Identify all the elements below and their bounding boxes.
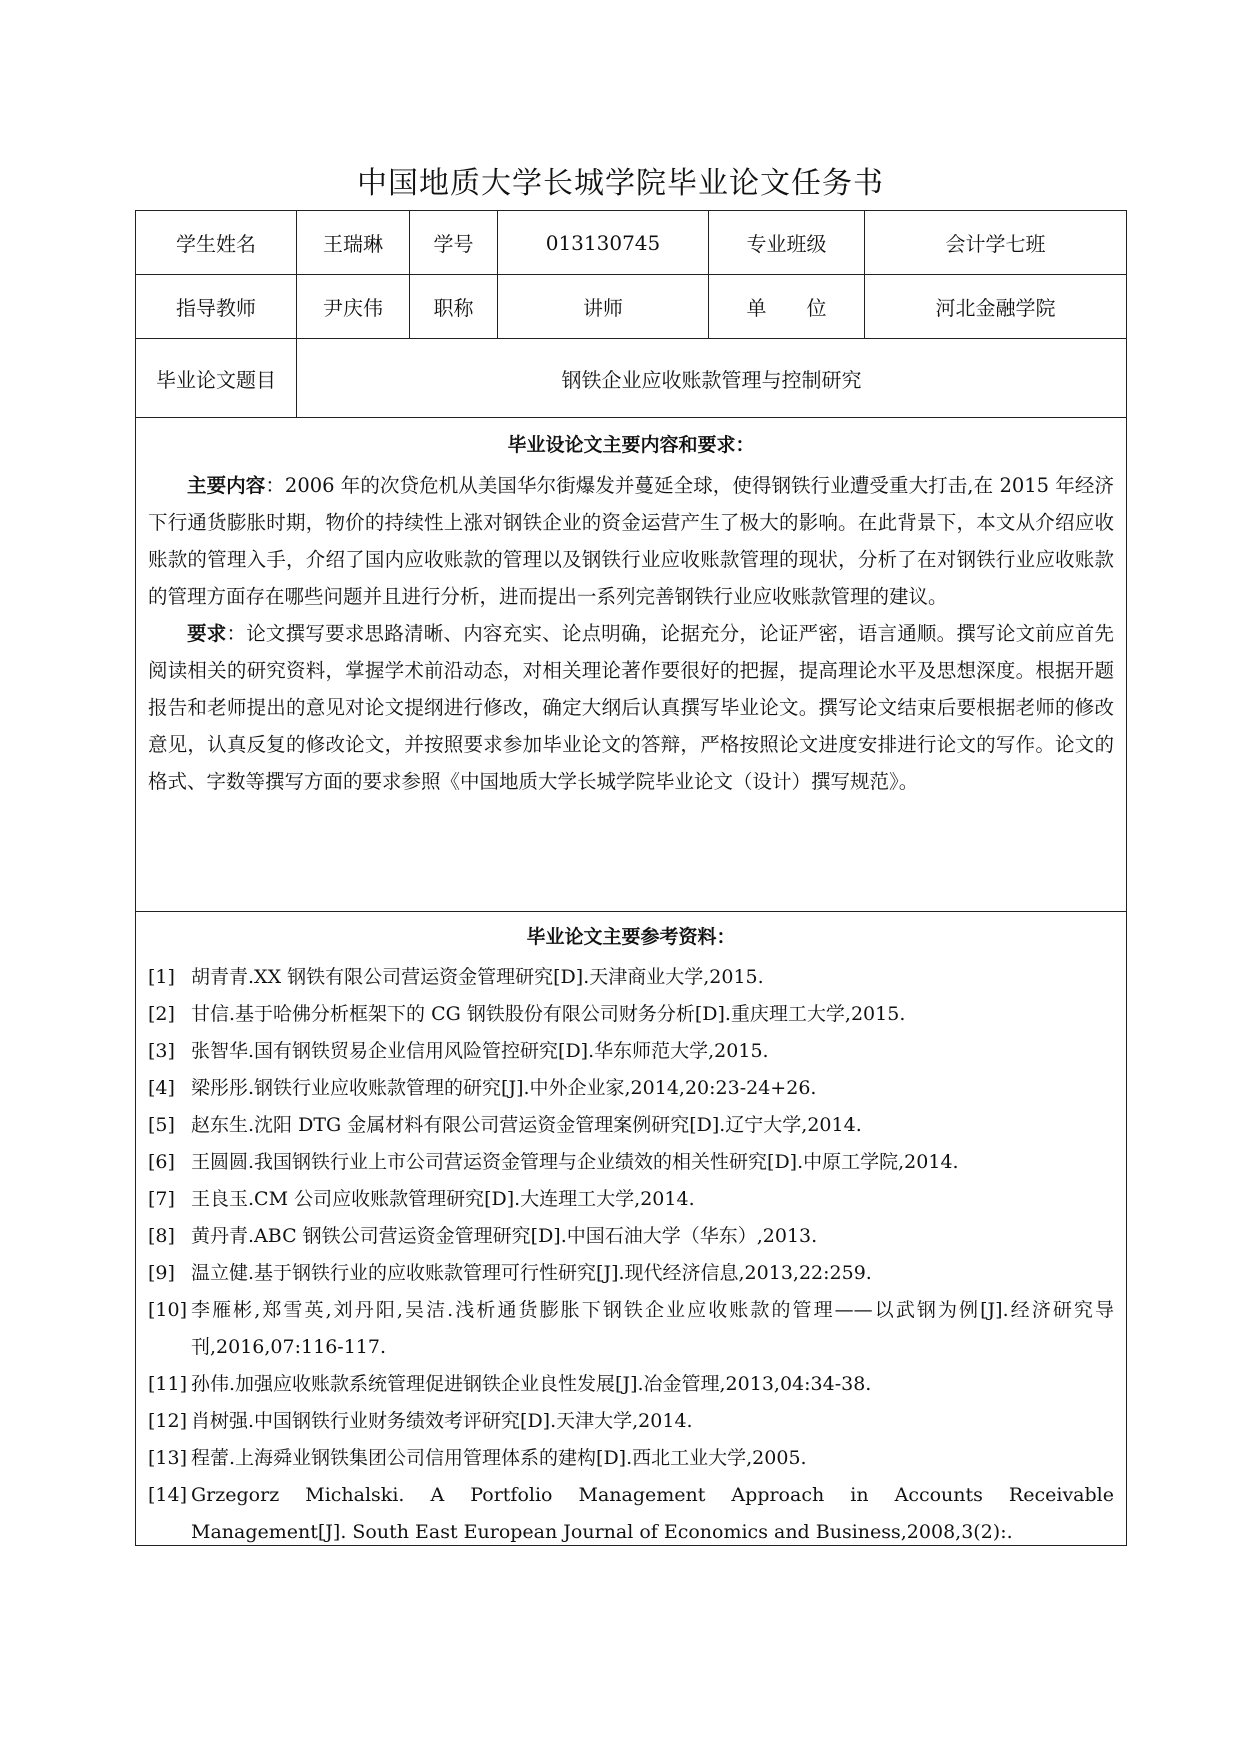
- student-name-label: 学生姓名: [136, 211, 297, 275]
- rank-label: 职称: [410, 275, 498, 339]
- reference-number: [1]: [148, 966, 175, 988]
- reference-text: 黄丹青.ABC 钢铁公司营运资金管理研究[D].中国石油大学（华东）,2013.: [191, 1225, 818, 1247]
- references-list: [148, 959, 1114, 1551]
- advisor-value: 尹庆伟: [297, 275, 410, 339]
- topic-row: [136, 339, 1127, 418]
- reference-item: [148, 1403, 1114, 1440]
- advisor-info-row: [136, 275, 1127, 339]
- reference-number: [5]: [148, 1114, 175, 1136]
- reference-number: [11]: [148, 1373, 188, 1395]
- document-title: 中国地质大学长城学院毕业论文任务书: [357, 166, 884, 201]
- content-heading: 毕业设论文主要内容和要求：: [507, 434, 755, 456]
- student-info-row: [136, 211, 1127, 275]
- reference-item: [148, 1144, 1114, 1181]
- reference-item: [148, 1366, 1114, 1403]
- student-name-value: 王瑞琳: [297, 211, 410, 275]
- main-content-paragraph: [148, 467, 1114, 615]
- reference-item: [148, 1255, 1114, 1292]
- references-row: [136, 912, 1127, 1546]
- reference-number: [6]: [148, 1151, 175, 1173]
- reference-number: [12]: [148, 1410, 188, 1432]
- main-content-text: ：2006 年的次贷危机从美国华尔街爆发并蔓延全球，使得钢铁行业遭受重大打击,在 2015 年经济下行通货膨胀时期，物价的持续性上涨对钢铁企业的资金运营产生了极大的影响。在此背景下，本文从介绍应收账款的管理入手，介绍了国内应收账款的管理以及钢铁行业应收账款管理的现状，分析了在对钢铁行业应收账款的管理方面存在哪些问题并且进行分析，进而提出一系列完善钢铁行业应收账款管理的建议。: [148, 474, 1114, 608]
- reference-item: [148, 1181, 1114, 1218]
- reference-number: [2]: [148, 1003, 175, 1025]
- reference-number: [14]: [148, 1484, 188, 1506]
- major-class-label: 专业班级: [709, 211, 865, 275]
- reference-text: Grzegorz Michalski. A Portfolio Management Approach in Accounts Receivable Management[J]. South East European Journal of Economics and Business,2008,3(2):.: [191, 1484, 1114, 1543]
- reference-item: [148, 1477, 1114, 1551]
- reference-number: [7]: [148, 1188, 175, 1210]
- reference-item: [148, 1218, 1114, 1255]
- references-heading: 毕业论文主要参考资料：: [526, 926, 736, 948]
- requirements-label: 要求: [187, 622, 227, 645]
- reference-number: [10]: [148, 1299, 188, 1321]
- reference-text: 王圆圆.我国钢铁行业上市公司营运资金管理与企业绩效的相关性研究[D].中原工学院,2014.: [191, 1151, 959, 1173]
- student-id-label: 学号: [410, 211, 498, 275]
- reference-item: [148, 1033, 1114, 1070]
- reference-text: 赵东生.沈阳 DTG 金属材料有限公司营运资金管理案例研究[D].辽宁大学,2014.: [191, 1114, 862, 1136]
- topic-label: 毕业论文题目: [136, 339, 297, 418]
- reference-text: 张智华.国有钢铁贸易企业信用风险管控研究[D].华东师范大学,2015.: [191, 1040, 769, 1062]
- content-row: [136, 418, 1127, 912]
- rank-value: 讲师: [498, 275, 709, 339]
- reference-text: 肖树强.中国钢铁行业财务绩效考评研究[D].天津大学,2014.: [191, 1410, 693, 1432]
- reference-number: [13]: [148, 1447, 188, 1469]
- advisor-label: 指导教师: [136, 275, 297, 339]
- reference-item: [148, 1292, 1114, 1366]
- reference-item: [148, 959, 1114, 996]
- reference-number: [3]: [148, 1040, 175, 1062]
- reference-text: 李雁彬,郑雪英,刘丹阳,吴洁.浅析通货膨胀下钢铁企业应收账款的管理——以武钢为例[J].经济研究导刊,2016,07:116-117.: [191, 1299, 1114, 1358]
- main-content-label: 主要内容: [187, 474, 266, 497]
- reference-number: [8]: [148, 1225, 175, 1247]
- requirements-paragraph: [148, 615, 1114, 800]
- reference-text: 甘信.基于哈佛分析框架下的 CG 钢铁股份有限公司财务分析[D].重庆理工大学,2015.: [191, 1003, 906, 1025]
- references-section: [136, 912, 1126, 1545]
- topic-value: 钢铁企业应收账款管理与控制研究: [297, 339, 1127, 418]
- reference-number: [4]: [148, 1077, 175, 1099]
- requirements-text: ：论文撰写要求思路清晰、内容充实、论点明确，论据充分，论证严密，语言通顺。撰写论文前应首先阅读相关的研究资料，掌握学术前沿动态，对相关理论著作要很好的把握，提高理论水平及思想深度。根据开题报告和老师提出的意见对论文提纲进行修改，确定大纲后认真撰写毕业论文。撰写论文结束后要根据老师的修改意见，认真反复的修改论文，并按照要求参加毕业论文的答辩，严格按照论文进度安排进行论文的写作。论文的格式、字数等撰写方面的要求参照《中国地质大学长城学院毕业论文（设计）撰写规范》。: [148, 622, 1114, 793]
- reference-text: 梁彤彤.钢铁行业应收账款管理的研究[J].中外企业家,2014,20:23-24+26.: [191, 1077, 817, 1099]
- task-form-table: [135, 210, 1127, 1546]
- reference-text: 王良玉.CM 公司应收账款管理研究[D].大连理工大学,2014.: [191, 1188, 695, 1210]
- unit-label: 单 位: [709, 275, 865, 339]
- reference-item: [148, 996, 1114, 1033]
- reference-text: 孙伟.加强应收账款系统管理促进钢铁企业良性发展[J].冶金管理,2013,04:34-38.: [191, 1373, 872, 1395]
- reference-text: 温立健.基于钢铁行业的应收账款管理可行性研究[J].现代经济信息,2013,22:259.: [191, 1262, 872, 1284]
- reference-text: 胡青青.XX 钢铁有限公司营运资金管理研究[D].天津商业大学,2015.: [191, 966, 764, 988]
- reference-item: [148, 1440, 1114, 1477]
- content-section: [136, 418, 1126, 911]
- reference-item: [148, 1070, 1114, 1107]
- reference-number: [9]: [148, 1262, 175, 1284]
- major-class-value: 会计学七班: [865, 211, 1127, 275]
- student-id-value: 013130745: [498, 211, 709, 275]
- reference-text: 程蕾.上海舜业钢铁集团公司信用管理体系的建构[D].西北工业大学,2005.: [191, 1447, 807, 1469]
- unit-value: 河北金融学院: [865, 275, 1127, 339]
- reference-item: [148, 1107, 1114, 1144]
